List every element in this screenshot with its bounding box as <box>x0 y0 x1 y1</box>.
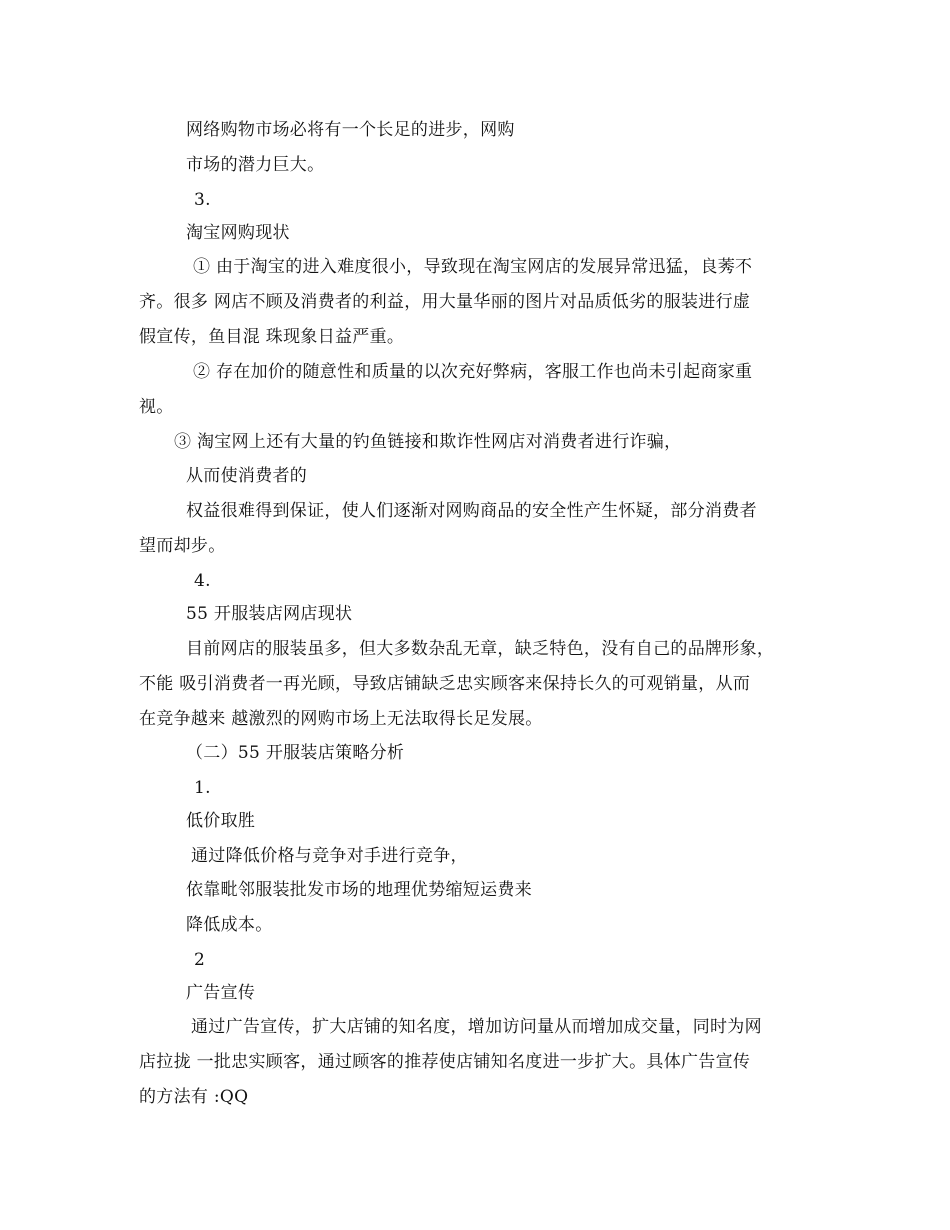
text-line: ② 存在加价的随意性和质量的以次充好弊病，客服工作也尚未引起商家重 <box>193 362 753 382</box>
text-line: 望而却步。 <box>139 536 226 556</box>
text-line: 目前网店的服装虽多，但大多数杂乱无章，缺乏特色，没有自己的品牌形象， <box>186 639 775 659</box>
text-line: 的方法有 :QQ <box>139 1087 249 1107</box>
section-number: 4. <box>194 571 211 591</box>
text-line: 视。 <box>139 397 174 417</box>
section-heading: 淘宝网购现状 <box>186 223 290 243</box>
section-number: 1. <box>194 778 211 798</box>
section-heading: 55 开服装店网店现状 <box>186 604 353 624</box>
text-line: 不能 吸引消费者一再光顾，导致店铺缺乏忠实顾客来保持长久的可观销量，从而 <box>139 674 751 694</box>
text-line: 降低成本。 <box>186 915 273 935</box>
text-line: 在竞争越来 越激烈的网购市场上无法取得长足发展。 <box>139 709 543 729</box>
text-line: 假宣传，鱼目混 珠现象日益严重。 <box>139 327 405 347</box>
section-heading: 广告宣传 <box>186 983 256 1003</box>
section-heading: 低价取胜 <box>186 811 256 831</box>
text-line: 网络购物市场必将有一个长足的进步，网购 <box>186 120 515 140</box>
section-number: 3. <box>194 190 211 210</box>
text-line: 从而使消费者的 <box>186 466 308 486</box>
text-line: ③ 淘宝网上还有大量的钓鱼链接和欺诈性网店对消费者进行诈骗， <box>174 432 682 452</box>
section-number: 2 <box>194 950 206 970</box>
text-line: 通过广告宣传，扩大店铺的知名度，增加访问量从而增加成交量，同时为网 <box>191 1017 762 1037</box>
text-line: 齐。很多 网店不顾及消费者的利益，用大量华丽的图片对品质低劣的服装进行虚 <box>139 292 751 312</box>
chapter-heading: （二）55 开服装店策略分析 <box>186 743 405 763</box>
text-line: 权益很难得到保证，使人们逐渐对网购商品的安全性产生怀疑，部分消费者 <box>186 501 757 521</box>
text-line: ① 由于淘宝的进入难度很小，导致现在淘宝网店的发展异常迅猛，良莠不 <box>193 257 753 277</box>
text-line: 市场的潜力巨大。 <box>186 155 325 175</box>
text-line: 依靠毗邻服装批发市场的地理优势缩短运费来 <box>186 880 532 900</box>
text-line: 店拉拢 一批忠实顾客，通过顾客的推荐使店铺知名度进一步扩大。具体广告宣传 <box>139 1052 751 1072</box>
text-line: 通过降低价格与竞争对手进行竞争， <box>191 846 468 866</box>
